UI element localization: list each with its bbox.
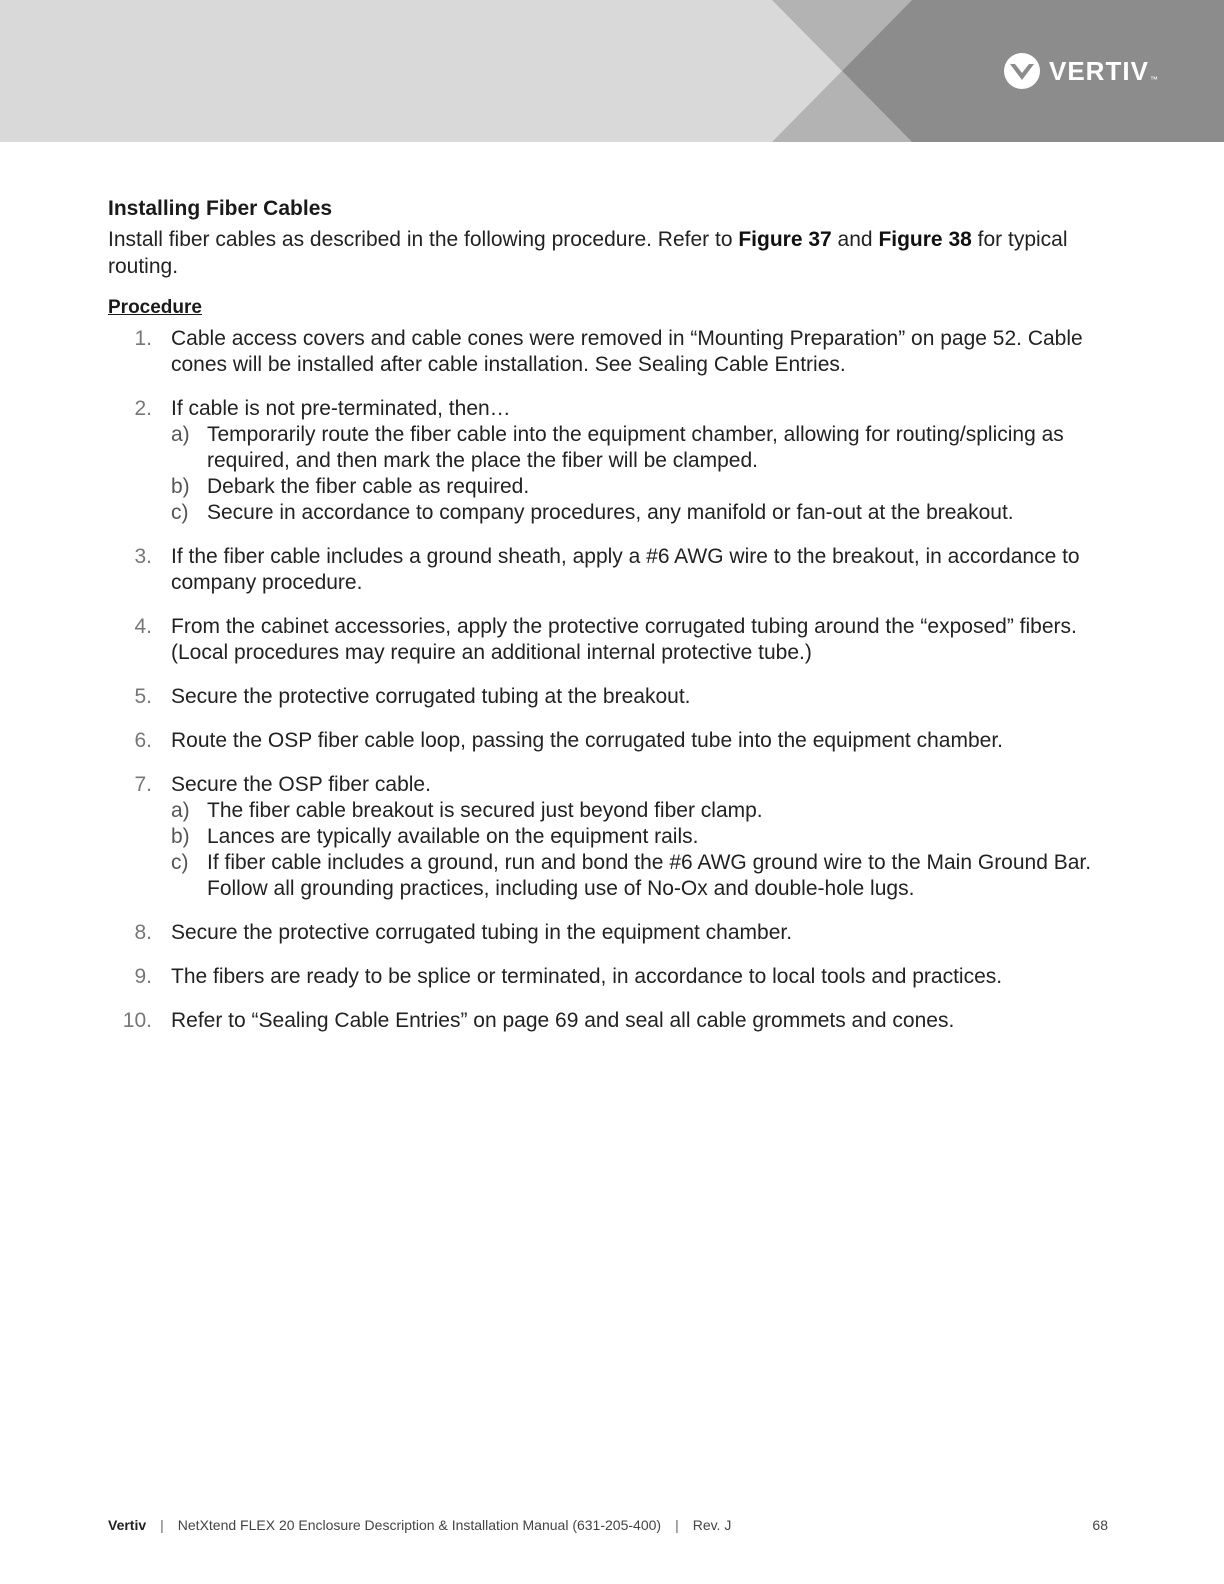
procedure-step <box>108 920 1118 946</box>
step-number: 10. <box>122 1009 152 1032</box>
footer-separator: | <box>160 1517 164 1533</box>
procedure-step <box>108 964 1118 990</box>
procedure-step <box>108 1008 1118 1034</box>
step-text: The fibers are ready to be splice or terminated, in accordance to local tools and practices. <box>171 965 1003 988</box>
sub-step-letter: b) <box>171 825 190 848</box>
step-number: 5. <box>134 685 152 708</box>
procedure-step <box>108 326 1118 378</box>
vertiv-logo-icon <box>1003 52 1041 90</box>
step-number: 1. <box>134 327 152 350</box>
footer-revision: Rev. J <box>692 1517 732 1533</box>
sub-step <box>171 500 1118 526</box>
sub-step-text: The fiber cable breakout is secured just beyond fiber clamp. <box>207 799 763 822</box>
section-title: Installing Fiber Cables <box>108 197 333 220</box>
footer-manual-title: NetXtend FLEX 20 Enclosure Description & Installation Manual (631-205-400) <box>177 1517 662 1533</box>
step-text: Secure the protective corrugated tubing in the equipment chamber. <box>171 921 793 944</box>
step-text: Secure the OSP fiber cable. <box>171 773 431 796</box>
sub-step <box>171 850 1118 902</box>
sub-step-letter: a) <box>171 423 190 446</box>
step-text: If cable is not pre-terminated, then… <box>171 397 511 420</box>
sub-step-list <box>171 422 1118 526</box>
step-text: Refer to “Sealing Cable Entries” on page 69 and seal all cable grommets and cones. <box>171 1009 955 1032</box>
sub-step <box>171 798 1118 824</box>
step-text: From the cabinet accessories, apply the protective corrugated tubing around the “exposed” fibers. (Local procedures may require an additional internal protective tube.) <box>171 615 1077 664</box>
procedure-step <box>108 396 1118 526</box>
sub-step-text: If fiber cable includes a ground, run and bond the #6 AWG ground wire to the Main Ground Bar. Follow all grounding practices, including use of No-Ox and double-hole lugs. <box>207 851 1092 900</box>
step-number: 4. <box>134 615 152 638</box>
sub-step-letter: b) <box>171 475 190 498</box>
main-content <box>108 196 1118 1052</box>
sub-step-text: Lances are typically available on the equipment rails. <box>207 825 699 848</box>
footer-separator: | <box>675 1517 679 1533</box>
procedure-heading: Procedure <box>108 297 202 318</box>
step-text: Secure the protective corrugated tubing at the breakout. <box>171 685 691 708</box>
procedure-step <box>108 544 1118 596</box>
figure-37-ref: Figure 37 <box>738 228 832 251</box>
sub-step-list <box>171 798 1118 902</box>
vertiv-logo <box>1003 52 1158 90</box>
logo-trademark: ™ <box>1149 75 1158 84</box>
sub-step-letter: c) <box>171 851 189 874</box>
procedure-steps <box>108 326 1118 1034</box>
step-text: Route the OSP fiber cable loop, passing the corrugated tube into the equipment chamber. <box>171 729 1003 752</box>
sub-step-letter: a) <box>171 799 190 822</box>
step-text: If the fiber cable includes a ground sheath, apply a #6 AWG wire to the breakout, in accordance to company procedure. <box>171 545 1080 594</box>
intro-and: and <box>831 228 879 251</box>
sub-step-text: Debark the fiber cable as required. <box>207 475 530 498</box>
sub-step <box>171 474 1118 500</box>
sub-step-text: Temporarily route the fiber cable into the equipment chamber, allowing for routing/splicing as required, and then mark the place the fiber will be clamped. <box>207 423 1064 472</box>
page-footer <box>108 1517 1108 1533</box>
intro-text: Install fiber cables as described in the following procedure. Refer to <box>108 228 739 251</box>
figure-38-ref: Figure 38 <box>878 228 972 251</box>
procedure-step <box>108 614 1118 666</box>
sub-step-letter: c) <box>171 501 189 524</box>
step-text: Cable access covers and cable cones were removed in “Mounting Preparation” on page 52. Cable cones will be installed after cable installation. See Sealing Cable Entries. <box>171 327 1083 376</box>
step-number: 9. <box>134 965 152 988</box>
page-number: 68 <box>1092 1517 1108 1533</box>
step-number: 6. <box>134 729 152 752</box>
sub-step <box>171 422 1118 474</box>
procedure-step <box>108 684 1118 710</box>
page-header <box>0 0 1224 142</box>
step-number: 8. <box>134 921 152 944</box>
procedure-step <box>108 728 1118 754</box>
logo-text: VERTIV <box>1049 55 1149 86</box>
step-number: 7. <box>134 773 152 796</box>
sub-step <box>171 824 1118 850</box>
step-number: 3. <box>134 545 152 568</box>
sub-step-text: Secure in accordance to company procedures, any manifold or fan-out at the breakout. <box>207 501 1014 524</box>
intro-suffix: for typical routing. <box>108 228 1068 278</box>
procedure-step <box>108 772 1118 902</box>
section-intro <box>108 226 1118 280</box>
step-number: 2. <box>134 397 152 420</box>
footer-brand: Vertiv <box>108 1517 147 1533</box>
